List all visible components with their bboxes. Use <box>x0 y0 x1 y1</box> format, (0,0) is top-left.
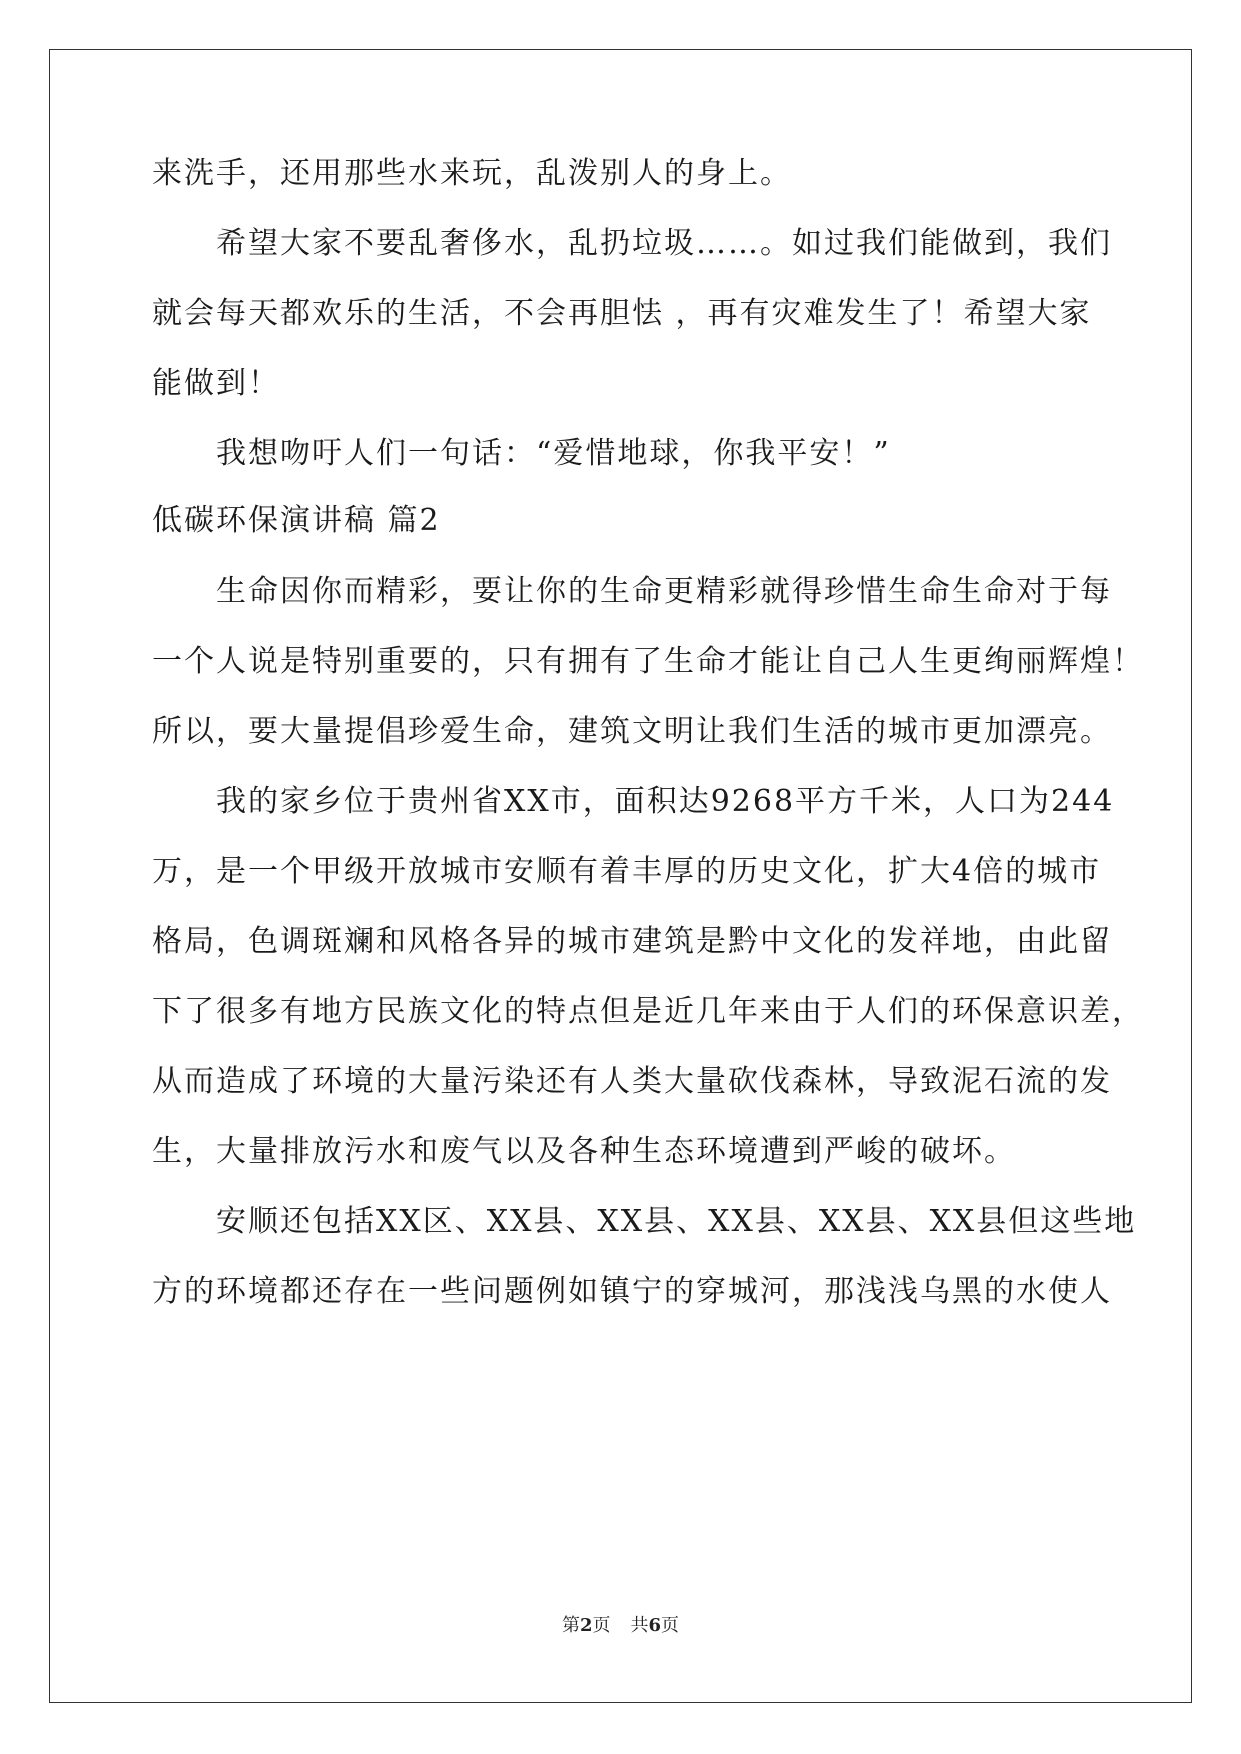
paragraph-line: 来洗手，还用那些水来玩，乱泼别人的身上。 <box>152 156 792 191</box>
paragraph-line: 希望大家不要乱奢侈水，乱扔垃圾……。如过我们能做到，我们 <box>216 226 1112 261</box>
page-footer <box>0 1611 1241 1637</box>
paragraph-line: 生，大量排放污水和废气以及各种生态环境遭到严峻的破坏。 <box>152 1134 1016 1169</box>
total-label-prefix: 共 <box>630 1615 649 1636</box>
paragraph-line: 能做到！ <box>152 366 280 401</box>
paragraph-line: 我想吻吁人们一句话：“爱惜地球，你我平安！” <box>216 436 891 471</box>
section-heading: 低碳环保演讲稿 篇2 <box>152 503 441 538</box>
paragraph-line: 方的环境都还存在一些问题例如镇宁的穿城河，那浅浅乌黑的水使人 <box>152 1274 1112 1309</box>
paragraph-line: 所以，要大量提倡珍爱生命，建筑文明让我们生活的城市更加漂亮。 <box>152 714 1112 749</box>
paragraph-line: 就会每天都欢乐的生活，不会再胆怯 ，再有灾难发生了！希望大家 <box>152 296 1092 331</box>
paragraph-line: 万，是一个甲级开放城市安顺有着丰厚的历史文化，扩大4倍的城市 <box>152 854 1102 889</box>
paragraph-line: 我的家乡位于贵州省XX市，面积达9268平方千米，人口为244 <box>216 784 1115 819</box>
total-pages: 6 <box>648 1615 662 1636</box>
paragraph-line: 安顺还包括XX区、XX县、XX县、XX县、XX县、XX县但这些地 <box>216 1204 1137 1239</box>
page-label-prefix: 第 <box>561 1615 580 1636</box>
paragraph-line: 格局，色调斑斓和风格各异的城市建筑是黔中文化的发祥地，由此留 <box>152 924 1112 959</box>
paragraph-line: 一个人说是特别重要的，只有拥有了生命才能让自己人生更绚丽辉煌！ <box>152 644 1144 679</box>
paragraph-line: 生命因你而精彩，要让你的生命更精彩就得珍惜生命生命对于每 <box>216 574 1112 609</box>
total-label-suffix: 页 <box>661 1615 680 1636</box>
page-label-suffix: 页 <box>592 1615 611 1636</box>
paragraph-line: 从而造成了环境的大量污染还有人类大量砍伐森林，导致泥石流的发 <box>152 1064 1112 1099</box>
paragraph-line: 下了很多有地方民族文化的特点但是近几年来由于人们的环保意识差， <box>152 994 1144 1029</box>
page-number: 2 <box>579 1615 593 1636</box>
